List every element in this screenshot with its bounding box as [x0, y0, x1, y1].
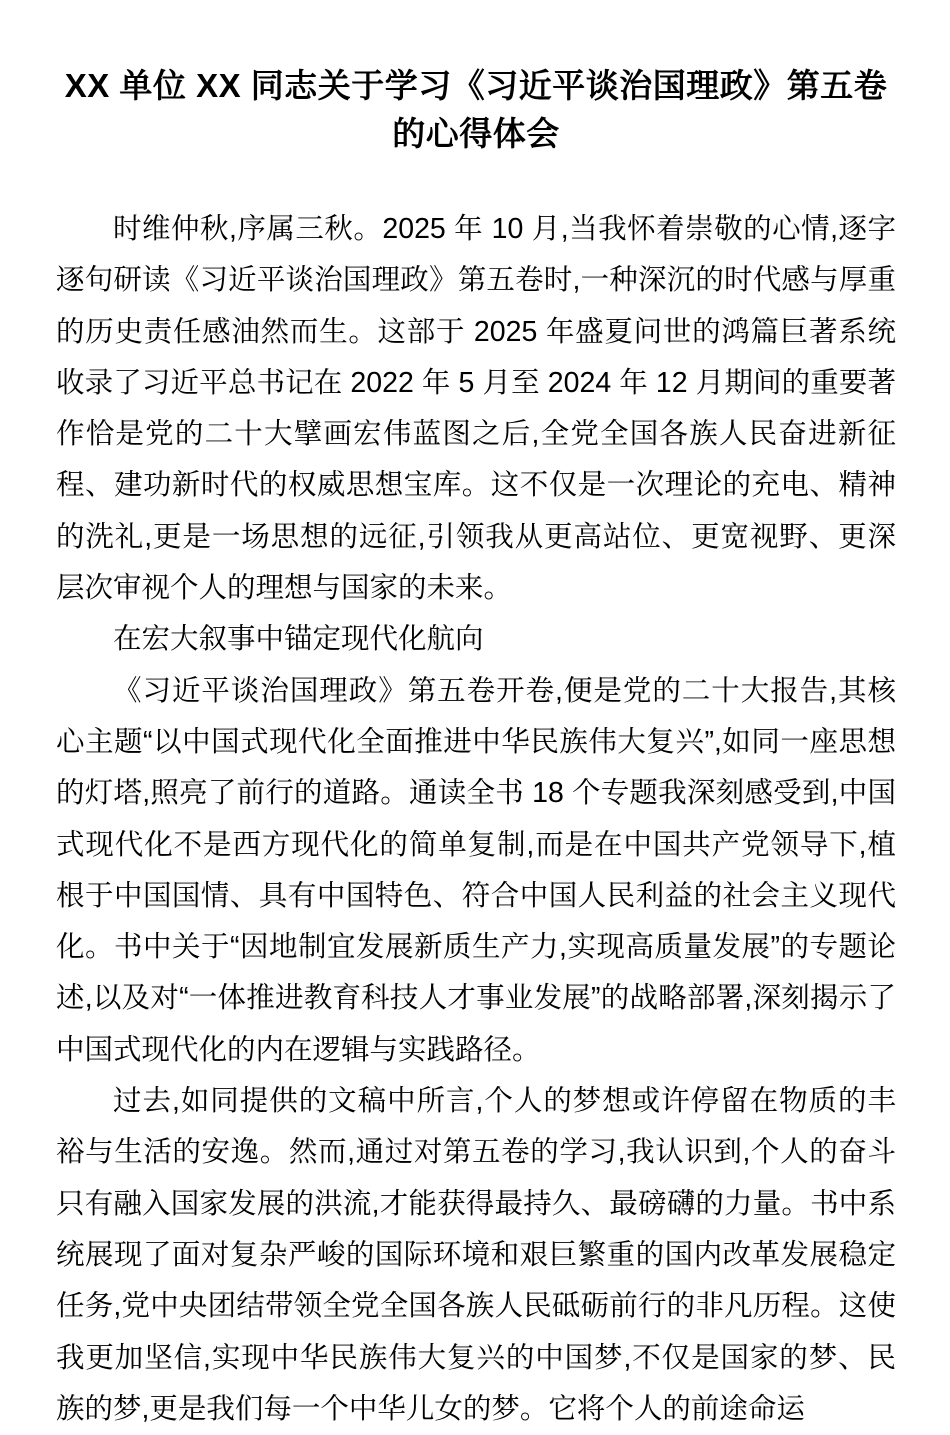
page-title: XX 单位 XX 同志关于学习《习近平谈治国理政》第五卷的心得体会 — [64, 67, 888, 152]
paragraph-1: 时维仲秋,序属三秋。2025 年 10 月,当我怀着崇敬的心情,逐字逐句研读《习近平谈治国理政》第五卷时,一种深沉的时代感与厚重的历史责任感油然而生。这部于 2025 年盛夏问世的鸿篇巨著系统收录了习近平总书记在 2022 年 5 月至 2024 年 12 月期间的重要著作恰是党的二十大擘画宏伟蓝图之后,全党全国各族人民奋进新征程、建功新时代的权威思想宝库。这不仅是一次理论的充电、精神的洗礼,更是一场思想的远征,引领我从更高站位、更宽视野、更深层次审视个人的理想与国家的未来。 — [56, 213, 896, 605]
document-body — [56, 0, 896, 1435]
paragraph-3: 过去,如同提供的文稿中所言,个人的梦想或许停留在物质的丰裕与生活的安逸。然而,通过对第五卷的学习,我认识到,个人的奋斗只有融入国家发展的洪流,才能获得最持久、最磅礴的力量。书中系统展现了面对复杂严峻的国际环境和艰巨繁重的国内改革发展稳定任务,党中央团结带领全党全国各族人民砥砺前行的非凡历程。这使我更加坚信,实现中华民族伟大复兴的中国梦,不仅是国家的梦、民族的梦,更是我们每一个中华儿女的梦。它将个人的前途命运 — [56, 1085, 896, 1425]
section-subheading-1: 在宏大叙事中锚定现代化航向 — [113, 623, 484, 656]
paragraph-2: 《习近平谈治国理政》第五卷开卷,便是党的二十大报告,其核心主题“以中国式现代化全面推进中华民族伟大复兴”,如同一座思想的灯塔,照亮了前行的道路。通读全书 18 个专题我深刻感受到,中国式现代化不是西方现代化的简单复制,而是在中国共产党领导下,植根于中国国情、具有中国特色、符合中国人民利益的社会主义现代化。书中关于“因地制宜发展新质生产力,实现高质量发展”的专题论述,以及对“一体推进教育科技人才事业发展”的战略部署,深刻揭示了中国式现代化的内在逻辑与实践路径。 — [56, 674, 896, 1066]
document-content — [56, 204, 896, 1435]
